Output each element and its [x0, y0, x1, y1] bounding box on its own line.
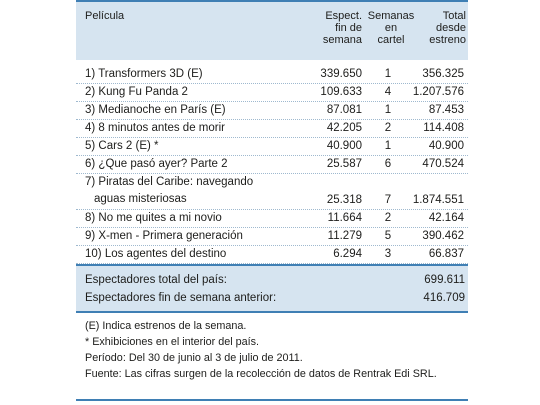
movie-title: 7) Piratas del Caribe: navegando aguas misteriosas [85, 176, 254, 205]
summary-prev-row [85, 290, 465, 307]
weekend-viewers: 109.633 [320, 86, 362, 98]
weekend-viewers: 87.081 [326, 104, 362, 116]
note-interior: * Exhibiciones en el interior del país. [85, 336, 260, 348]
movie-title: 9) X-men - Primera generación [85, 230, 243, 242]
movie-title: 4) 8 minutos antes de morir [85, 122, 225, 134]
movie-title: 5) Cars 2 (E) * [85, 140, 159, 152]
table-header [76, 2, 468, 60]
total-viewers: 114.408 [423, 122, 464, 134]
weekend-viewers: 25.587 [326, 158, 362, 170]
weekend-viewers: 40.900 [326, 140, 362, 152]
total-viewers: 1.874.551 [412, 194, 464, 206]
weeks-showing: 5 [384, 230, 392, 242]
note-periodo: Período: Del 30 de junio al 3 de julio de 2011. [85, 352, 303, 364]
header-espect: Espect. fin de semana [322, 10, 362, 46]
header-pelicula: Película [85, 10, 125, 22]
table-body [76, 66, 468, 264]
table-row [76, 120, 468, 138]
weekend-viewers: 11.664 [327, 212, 362, 224]
header-semanas: Semanas en cartel [367, 10, 415, 46]
weekend-viewers: 25.318 [326, 194, 362, 206]
bottom-rule [76, 399, 468, 401]
weekend-viewers: 11.279 [327, 230, 362, 242]
weekend-viewers: 42.205 [326, 122, 362, 134]
summary-total-row [85, 272, 465, 289]
weeks-showing: 2 [384, 122, 392, 134]
weekend-viewers: 339.650 [320, 68, 362, 80]
weeks-showing: 1 [384, 104, 392, 116]
total-viewers: 66.837 [428, 248, 464, 260]
summary-bottom-rule [76, 311, 468, 313]
header-total: Total desde estreno [429, 10, 466, 46]
table-row [76, 138, 468, 156]
weeks-showing: 7 [384, 194, 392, 206]
total-viewers: 40.900 [428, 140, 464, 152]
total-viewers: 390.462 [422, 230, 464, 242]
total-viewers: 470.524 [422, 158, 464, 170]
movie-title: 10) Los agentes del destino [85, 248, 227, 260]
weeks-showing: 1 [384, 68, 392, 80]
weeks-showing: 3 [384, 248, 392, 260]
total-viewers: 356.325 [422, 68, 464, 80]
table-row [76, 156, 468, 174]
summary-total-value: 699.611 [424, 274, 465, 286]
summary-prev-label: Espectadores fin de semana anterior: [85, 292, 277, 304]
movie-title: 6) ¿Que pasó ayer? Parte 2 [85, 158, 228, 170]
weeks-showing: 2 [384, 212, 392, 224]
summary-box [76, 266, 468, 311]
total-viewers: 87.453 [428, 104, 464, 116]
note-estrenos: (E) Indica estrenos de la semana. [85, 320, 247, 332]
weeks-showing: 4 [384, 86, 392, 98]
movie-title: 2) Kung Fu Panda 2 [85, 86, 188, 98]
weeks-showing: 6 [384, 158, 392, 170]
movie-title: 8) No me quites a mi novio [85, 212, 222, 224]
summary-prev-value: 416.709 [423, 292, 465, 304]
table-row [76, 174, 468, 210]
table-row [76, 102, 468, 120]
table-row [76, 228, 468, 246]
weeks-showing: 1 [384, 140, 392, 152]
box-office-table [76, 0, 468, 402]
movie-title: 1) Transformers 3D (E) [85, 68, 203, 80]
table-row [76, 210, 468, 228]
total-viewers: 42.164 [428, 212, 464, 224]
note-fuente: Fuente: Las cifras surgen de la recolección de datos de Rentrak Edi SRL. [85, 368, 437, 380]
table-row [76, 246, 468, 264]
movie-title: 3) Medianoche en París (E) [85, 104, 226, 116]
table-row [76, 66, 468, 84]
footnotes [85, 318, 465, 382]
total-viewers: 1.207.576 [412, 86, 464, 98]
summary-total-label: Espectadores total del país: [85, 274, 227, 286]
table-row [76, 84, 468, 102]
weekend-viewers: 6.294 [333, 248, 362, 260]
